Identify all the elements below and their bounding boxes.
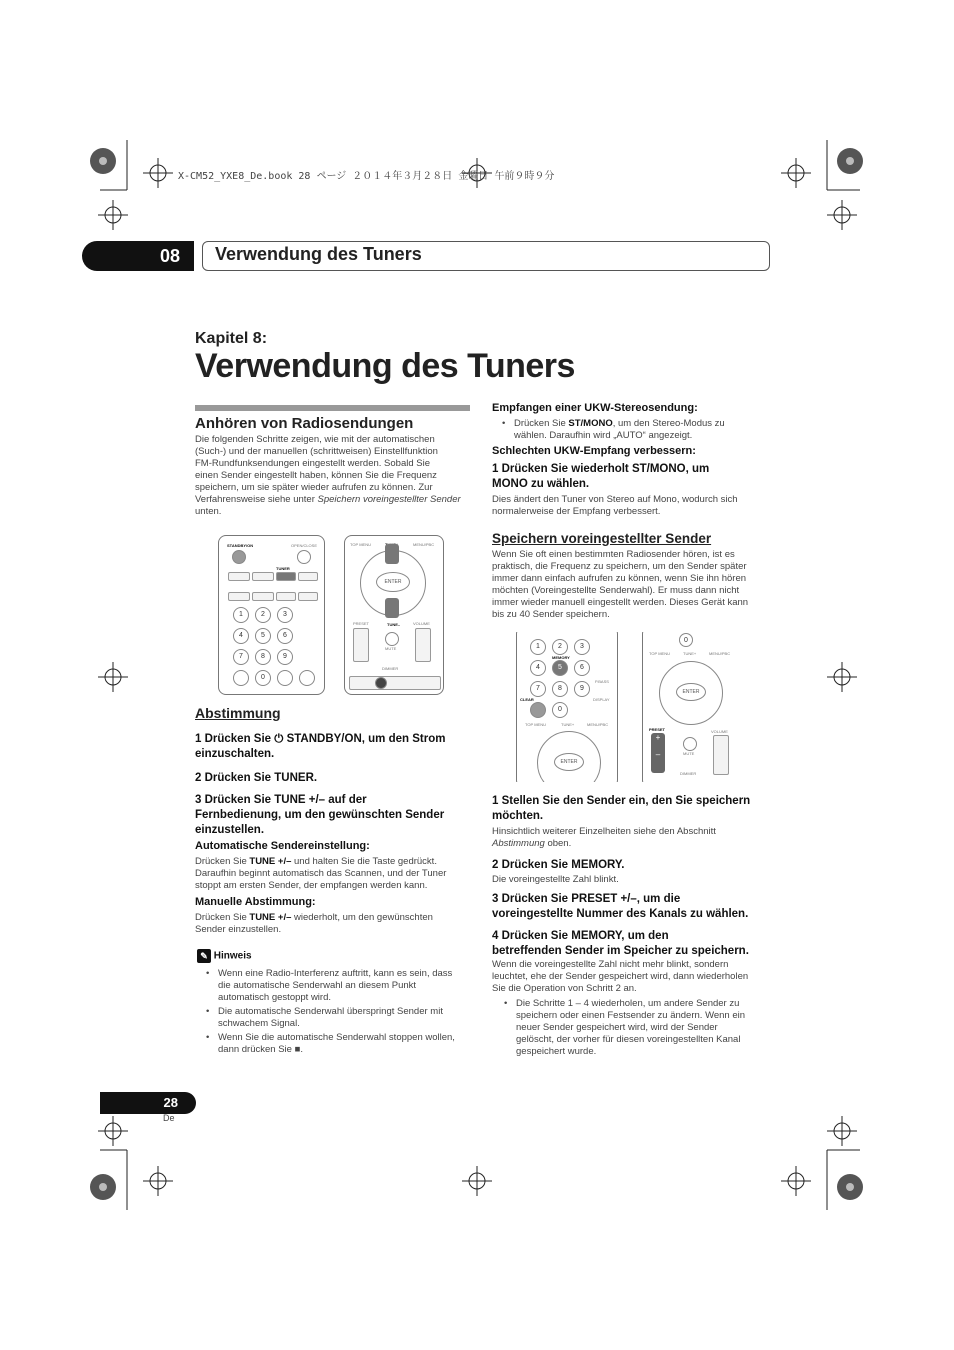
remote-label: PRESET: [649, 727, 666, 732]
mute-key: [385, 632, 399, 646]
tune-plus-key: [385, 544, 399, 564]
key-name: ST/MONO: [568, 418, 613, 429]
chapter-title: Verwendung des Tuners: [215, 244, 422, 264]
open-button: [297, 550, 311, 564]
remote-label: VOLUME: [711, 729, 728, 734]
preset-step-4-desc: [492, 959, 782, 995]
digit-key: 3: [574, 639, 590, 655]
section-bar: [195, 405, 470, 411]
digit-key: 8: [552, 681, 568, 697]
remote-label: MEMORY: [552, 655, 570, 660]
text-line: (Such-) und der manuellen (schrittweisen) Einstellfunktion: [195, 446, 438, 457]
step-2: 2 Drücken Sie TUNER.: [195, 772, 318, 784]
remote-key: [252, 592, 274, 601]
text-line: gelöscht, der vorher für diesen voreingestellten Kanal: [516, 1034, 741, 1045]
text-span: 1 Drücken Sie: [195, 733, 275, 745]
remote-key: [299, 670, 315, 686]
text-line: 3 Drücken Sie PRESET +/–, um die: [492, 893, 681, 905]
auto-tuning-text: [195, 856, 475, 892]
cross-reference: Abstimmung: [492, 838, 545, 849]
preset-rocker: [651, 733, 665, 773]
chapter-bar: [82, 241, 768, 271]
text-line: praktisch, die Frequenz zu speichern, um den Sender später: [492, 561, 747, 572]
page-number-tab: [100, 1092, 196, 1114]
remote-label: MENU/PBC: [709, 651, 731, 656]
digit-key: 0: [552, 702, 568, 718]
remote-label: TOP MENU: [649, 651, 670, 656]
file-info-line: X-CM52_YXE8_De.book 28 ページ ２０１４年３月２８日 金曜日 午前９時９分: [178, 171, 555, 182]
hint-list: [196, 968, 476, 1056]
text-line: Sie die Operation von Schritt 2 an.: [492, 983, 637, 994]
remote-label: DISPLAY: [593, 697, 610, 702]
preset-step-1: [492, 794, 772, 824]
enter-key: ENTER: [676, 683, 706, 701]
text-line: wählen. Daraufhin wird „AUTO“ angezeigt.: [514, 430, 693, 441]
remote-illustration-2: [516, 632, 740, 782]
text-line: [195, 912, 475, 924]
text-span: Drücken Sie: [195, 856, 250, 867]
digit-key: 5: [255, 628, 271, 644]
digit-key: 4: [530, 660, 546, 676]
hint-title: Hinweis: [213, 950, 252, 962]
remote-label: TUNE+: [561, 722, 575, 727]
remote-label: TUNE–: [387, 622, 401, 627]
text-line: [492, 838, 772, 850]
text-line: speichern, um sie später wieder aufrufen zu können. Zur: [195, 482, 433, 493]
text-line: Wenn die voreingestellte Zahl nicht mehr blinkt, sondern: [492, 959, 729, 970]
language-code: De: [163, 1113, 175, 1123]
preset-step-1-desc: [492, 826, 772, 850]
intro-paragraph: [195, 434, 475, 518]
text-line: 1 Stellen Sie den Sender ein, den Sie speichern: [492, 795, 751, 807]
text-line: Daraufhin beginnt automatisch das Scannen, und der Tuner: [195, 868, 447, 879]
digit-key: 1: [530, 639, 546, 655]
digit-key: 4: [233, 628, 249, 644]
remote-label: TOP MENU: [350, 542, 371, 547]
remote-key: [228, 592, 250, 601]
text-span: Verfahrensweise siehe unter: [195, 494, 318, 505]
text-line: einen Sender eingestellt haben, können Sie die Frequenz: [195, 470, 437, 481]
text-span: wiederholt, um den gewünschten: [291, 912, 433, 923]
enter-key: ENTER: [554, 753, 584, 771]
tune-minus-key: [385, 598, 399, 618]
transport-keys: [349, 676, 441, 690]
text-line: normalerweise der Empfang verbessert.: [492, 506, 661, 517]
text-line: • Die Schritte 1 – 4 wiederholen, um andere Sender zu: [516, 998, 740, 1009]
remote-label: DIMMER: [382, 666, 399, 671]
text-line: möchten.: [492, 810, 544, 822]
text-line: einzuschalten.: [195, 748, 275, 760]
text-line: • Wenn Sie die automatische Senderwahl stoppen wollen,: [218, 1032, 455, 1043]
digit-key: 2: [255, 607, 271, 623]
preset-minus: –: [655, 750, 661, 759]
remote-illustration-1: [218, 535, 442, 693]
auto-tuning-heading: Automatische Sendereinstellung:: [195, 840, 370, 852]
step-3: [195, 793, 475, 838]
usb-button: [252, 572, 274, 581]
text-line: Die folgenden Schritte zeigen, wie mit der automatischen: [195, 434, 435, 445]
mute-key: [683, 737, 697, 751]
page-number: 28: [163, 1095, 178, 1110]
hint-item: [196, 1006, 476, 1030]
remote-label: DIMMER: [680, 771, 697, 776]
step-1: [195, 732, 475, 762]
digit-key: 9: [574, 681, 590, 697]
power-icon: ⏻: [274, 733, 284, 745]
text-line: Hinsichtlich weiterer Einzelheiten siehe den Abschnitt: [492, 826, 716, 837]
text-line: speichern oder einen Festsender zu ändern. Wenn ein: [516, 1010, 746, 1021]
text-line: einzustellen.: [195, 824, 265, 836]
text-line: Sender einzustellen.: [195, 924, 282, 935]
text-span: , um den Stereo-Modus zu: [612, 418, 725, 429]
memory-key: 5: [552, 660, 568, 676]
preset-plus: +: [655, 733, 661, 742]
chapter-number-tab: [82, 241, 194, 271]
hint-item: [196, 968, 476, 1004]
text-line: [195, 732, 475, 747]
clear-key: [233, 670, 249, 686]
text-span: Drücken Sie: [514, 418, 569, 429]
remote-label: TUNE+: [683, 651, 697, 656]
remote-label: STANDBY/ON: [227, 543, 254, 548]
preset-bullet: [494, 998, 784, 1058]
preset-step-2-desc: Die voreingestellte Zahl blinkt.: [492, 874, 619, 885]
section-heading-preset: Speichern voreingestellter Sender: [492, 531, 712, 546]
discd-button: [228, 572, 250, 581]
stereo-list: [492, 418, 772, 442]
text-span: Drücken Sie: [195, 912, 250, 923]
remote-label: OPEN/CLOSE: [291, 543, 318, 548]
hint-heading: [197, 949, 252, 963]
digit-key: 9: [277, 649, 293, 665]
text-line: schwachem Signal.: [218, 1018, 300, 1029]
standby-button: [232, 550, 246, 564]
chapter-number: 08: [160, 246, 181, 266]
key-name: TUNE +/–: [249, 856, 292, 867]
text-line: neuer Sender gespeichert wird, wird der Sender: [516, 1022, 718, 1033]
text-line: [514, 418, 772, 430]
key-name: TUNE +/–: [249, 912, 292, 923]
preset-step-3: [492, 892, 782, 922]
bad-reception-step: [492, 462, 772, 492]
text-line: die automatische Senderwahl an diesem Punkt: [218, 980, 417, 991]
hint-item: [196, 1032, 476, 1056]
remote-label: TOP MENU: [525, 722, 546, 727]
text-line: [195, 856, 475, 868]
remote-label: MENU/PBC: [587, 722, 609, 727]
text-span: STANDBY/ON, um den Strom: [283, 733, 446, 745]
remote-label: PRESET: [353, 621, 370, 626]
digit-key: 8: [255, 649, 271, 665]
remote-label: TUNER: [276, 566, 290, 571]
digit-key: 0: [679, 633, 693, 647]
digit-key: 7: [233, 649, 249, 665]
digit-key: 6: [277, 628, 293, 644]
text-line: stoppt am ersten Sender, der empfangen werden kann.: [195, 880, 428, 891]
chapter-title-box: [202, 241, 770, 271]
digit-key: 1: [233, 607, 249, 623]
remote-key: [298, 592, 318, 601]
section-heading-radio: Anhören von Radiosendungen: [195, 415, 414, 432]
remote-label: CLEAR: [520, 697, 534, 702]
text-line: immer dann einfach aufrufen zu können, wenn Sie ihn hören: [492, 573, 747, 584]
text-line: • Wenn eine Radio-Interferenz auftritt, kann es sein, dass: [218, 968, 453, 979]
tuner-button: [276, 572, 296, 581]
preset-rocker: [353, 628, 369, 662]
text-line: • Die automatische Senderwahl überspringt Sender mit: [218, 1006, 443, 1017]
stereo-item: [492, 418, 772, 442]
text-line: automatisch gestoppt wird.: [218, 992, 332, 1003]
remote-label: MUTE: [683, 751, 695, 756]
remote-body-right: [642, 632, 740, 782]
audio-button: [298, 572, 318, 581]
note-icon: ✎: [197, 949, 211, 963]
preset-step-4: [492, 929, 782, 959]
text-line: FM-Rundfunksendungen eingestellt werden. Sobald Sie: [195, 458, 431, 469]
text-line: voreingestellte Nummer des Kanals zu wählen.: [492, 908, 749, 920]
bad-reception-text: [492, 494, 772, 518]
section-heading-abstimmung: Abstimmung: [195, 705, 281, 721]
volume-rocker: [713, 735, 729, 775]
remote-label: P.BASS: [595, 679, 609, 684]
remote-label: MENU/PBC: [413, 542, 435, 547]
text-line: betreffenden Sender im Speicher zu speichern.: [492, 945, 749, 957]
text-line: 3 Drücken Sie TUNE +/– auf der: [195, 794, 367, 806]
stereo-heading: Empfangen einer UKW-Stereosendung:: [492, 402, 698, 414]
text-line: gespeichert wurde.: [516, 1046, 597, 1057]
text-line: 4 Drücken Sie MEMORY, um den: [492, 930, 669, 942]
text-line: Wenn Sie oft einen bestimmten Radiosender hören, ist es: [492, 549, 735, 560]
text-line: dann drücken Sie ■.: [218, 1044, 303, 1055]
text-line: [195, 494, 475, 506]
text-line: Fernbedienung, um den gewünschten Sender: [195, 809, 445, 821]
text-line: unten.: [195, 506, 222, 517]
text-span: oben.: [544, 838, 572, 849]
remote-key: [276, 592, 296, 601]
text-line: immer wieder manuell eingestellt werden. Dieses Gerät kann: [492, 597, 749, 608]
enter-key: ENTER: [376, 572, 410, 592]
manual-tuning-text: [195, 912, 475, 936]
digit-key: 6: [574, 660, 590, 676]
remote-label: MUTE: [385, 646, 397, 651]
cross-reference: Speichern voreingestellter Sender: [317, 494, 461, 505]
remote-key: [277, 670, 293, 686]
preset-bullet-list: [494, 998, 784, 1058]
text-span: und halten Sie die Taste gedrückt.: [291, 856, 437, 867]
text-line: 1 Drücken Sie wiederholt ST/MONO, um: [492, 463, 710, 475]
remote-body-left: [516, 632, 618, 782]
text-line: MONO zu wählen.: [492, 478, 590, 490]
digit-key: 2: [552, 639, 568, 655]
clear-key: [530, 702, 546, 718]
stop-key: [375, 677, 387, 689]
digit-key: 3: [277, 607, 293, 623]
text-line: Dies ändert den Tuner von Stereo auf Mono, wodurch sich: [492, 494, 738, 505]
text-line: leuchtet, ehe der Sender gespeichert wird, dann wiederholen: [492, 971, 749, 982]
manual-tuning-heading: Manuelle Abstimmung:: [195, 896, 316, 908]
preset-intro: [492, 549, 772, 621]
preset-step-2: 2 Drücken Sie MEMORY.: [492, 859, 625, 871]
remote-label: VOLUME: [413, 621, 430, 626]
digit-key: 0: [255, 670, 271, 686]
bad-reception-heading: Schlechten UKW-Empfang verbessern:: [492, 445, 696, 457]
page-title: Verwendung des Tuners: [195, 347, 575, 385]
digit-key: 7: [530, 681, 546, 697]
text-line: bis zu 40 Sender speichern.: [492, 609, 610, 620]
volume-rocker: [415, 628, 431, 662]
remote-body-right: [344, 535, 444, 695]
text-line: möchten (Voreingestellte Senderwahl). Er muss dann nicht: [492, 585, 740, 596]
remote-body-left: [218, 535, 325, 695]
chapter-label: Kapitel 8:: [195, 330, 268, 347]
